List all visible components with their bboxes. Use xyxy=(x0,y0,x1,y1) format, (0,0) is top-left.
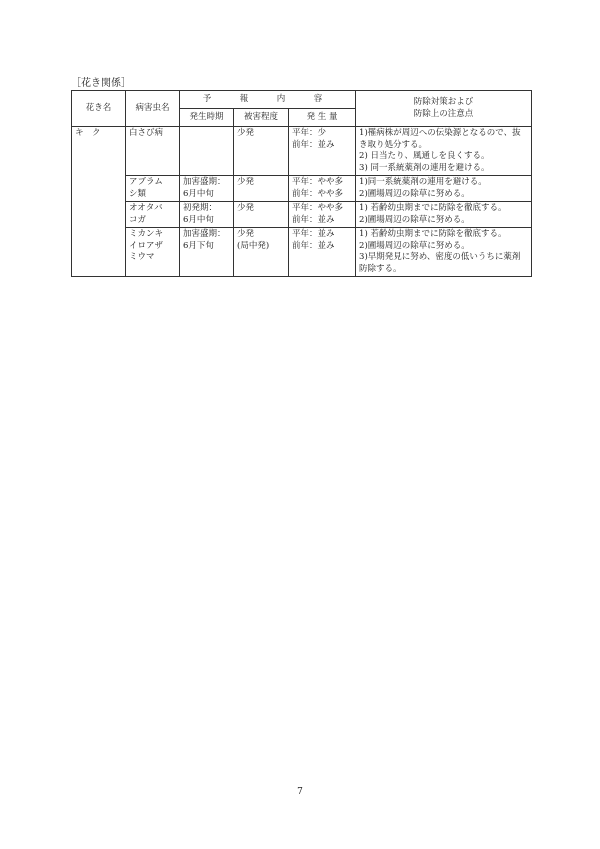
amount-cell xyxy=(289,202,356,228)
damage-line: 少発 xyxy=(237,177,255,187)
crop-name: キ ク xyxy=(72,127,126,277)
table-body xyxy=(72,127,532,277)
measures-cell xyxy=(356,176,532,202)
pest-name-line: ミウマ xyxy=(129,252,155,262)
amount-line: 平年：少 xyxy=(292,128,327,138)
page-number: 7 xyxy=(297,787,303,797)
pest-name-line: イロアザ xyxy=(129,240,164,251)
pest-name-cell xyxy=(126,228,180,277)
damage-line: 少発 xyxy=(237,128,255,138)
header-pest: 病害虫名 xyxy=(126,91,180,127)
measures-line: 2) 日当たり、風通しを良くする。 xyxy=(359,151,490,161)
header-period: 発生時期 xyxy=(180,109,234,127)
amount-line: 前年：並み xyxy=(292,214,335,225)
header-crop: 花き名 xyxy=(72,91,126,127)
amount-line: 平年：やや多 xyxy=(292,177,344,187)
table-row xyxy=(72,176,532,202)
amount-line: 前年：並み xyxy=(292,139,335,150)
damage-line: (局中発) xyxy=(237,240,270,251)
pest-name-line: コガ xyxy=(129,214,147,225)
period-line: 加害盛期： xyxy=(183,177,226,187)
pest-name-cell xyxy=(126,176,180,202)
period-line: 加害盛期： xyxy=(183,229,226,239)
period-cell xyxy=(180,176,234,202)
pest-name-line: 白さび病 xyxy=(129,128,164,138)
amount-cell xyxy=(289,127,356,176)
period-line: 初発期： xyxy=(183,203,218,213)
header-damage: 被害程度 xyxy=(234,109,289,127)
measures-line: 1)同一系統薬剤の連用を避ける。 xyxy=(359,177,487,187)
damage-cell xyxy=(234,127,289,176)
pest-name-line: アブラム xyxy=(129,177,163,187)
amount-cell xyxy=(289,176,356,202)
header-countermeasure-line1: 防除対策および xyxy=(413,97,474,107)
table-row xyxy=(72,202,532,228)
header-amount: 発 生 量 xyxy=(289,109,356,127)
period-cell xyxy=(180,228,234,277)
amount-line: 前年：並み xyxy=(292,240,335,251)
measures-line: 3)早期発見に努め、密度の低いうちに薬剤防除する。 xyxy=(359,252,521,274)
pest-forecast-table xyxy=(71,90,532,277)
measures-line: 1) 若齢幼虫期までに防除を徹底する。 xyxy=(359,203,507,213)
pest-name-cell xyxy=(126,127,180,176)
measures-line: 1)罹病株が周辺への伝染源となるので、抜き取り処分する。 xyxy=(359,128,521,150)
measures-line: 2)圃場周辺の除草に努める。 xyxy=(359,188,470,199)
damage-cell xyxy=(234,176,289,202)
measures-cell xyxy=(356,228,532,277)
amount-line: 前年：やや多 xyxy=(292,188,344,199)
header-countermeasure-line2: 防除上の注意点 xyxy=(413,108,474,119)
table-row xyxy=(72,228,532,277)
measures-line: 1) 若齢幼虫期までに防除を徹底する。 xyxy=(359,229,507,239)
damage-line: 少発 xyxy=(237,203,255,213)
pest-name-line: シ類 xyxy=(129,188,147,199)
period-line: 6月中旬 xyxy=(183,214,214,225)
pest-name-line: オオタバ xyxy=(129,203,163,213)
measures-line: 2)圃場周辺の除草に努める。 xyxy=(359,214,470,225)
amount-cell xyxy=(289,228,356,277)
table-row xyxy=(72,127,532,176)
period-line: 6月中旬 xyxy=(183,188,214,199)
period-line: 6月下旬 xyxy=(183,240,214,251)
period-cell xyxy=(180,127,234,176)
amount-line: 平年：やや多 xyxy=(292,203,344,213)
pest-name-cell xyxy=(126,202,180,228)
measures-line: 3) 同一系統薬剤の連用を避ける。 xyxy=(359,162,490,173)
section-title: ［花き関係］ xyxy=(71,78,131,89)
measures-line: 2)圃場周辺の除草に努める。 xyxy=(359,240,470,251)
damage-line: 少発 xyxy=(237,229,255,239)
measures-cell xyxy=(356,127,532,176)
damage-cell xyxy=(234,202,289,228)
header-forecast-group: 予 報 内 容 xyxy=(180,91,356,109)
header-countermeasure xyxy=(356,91,532,127)
measures-cell xyxy=(356,202,532,228)
amount-line: 平年：並み xyxy=(292,229,335,239)
damage-cell xyxy=(234,228,289,277)
pest-name-line: ミカンキ xyxy=(129,229,164,239)
period-cell xyxy=(180,202,234,228)
